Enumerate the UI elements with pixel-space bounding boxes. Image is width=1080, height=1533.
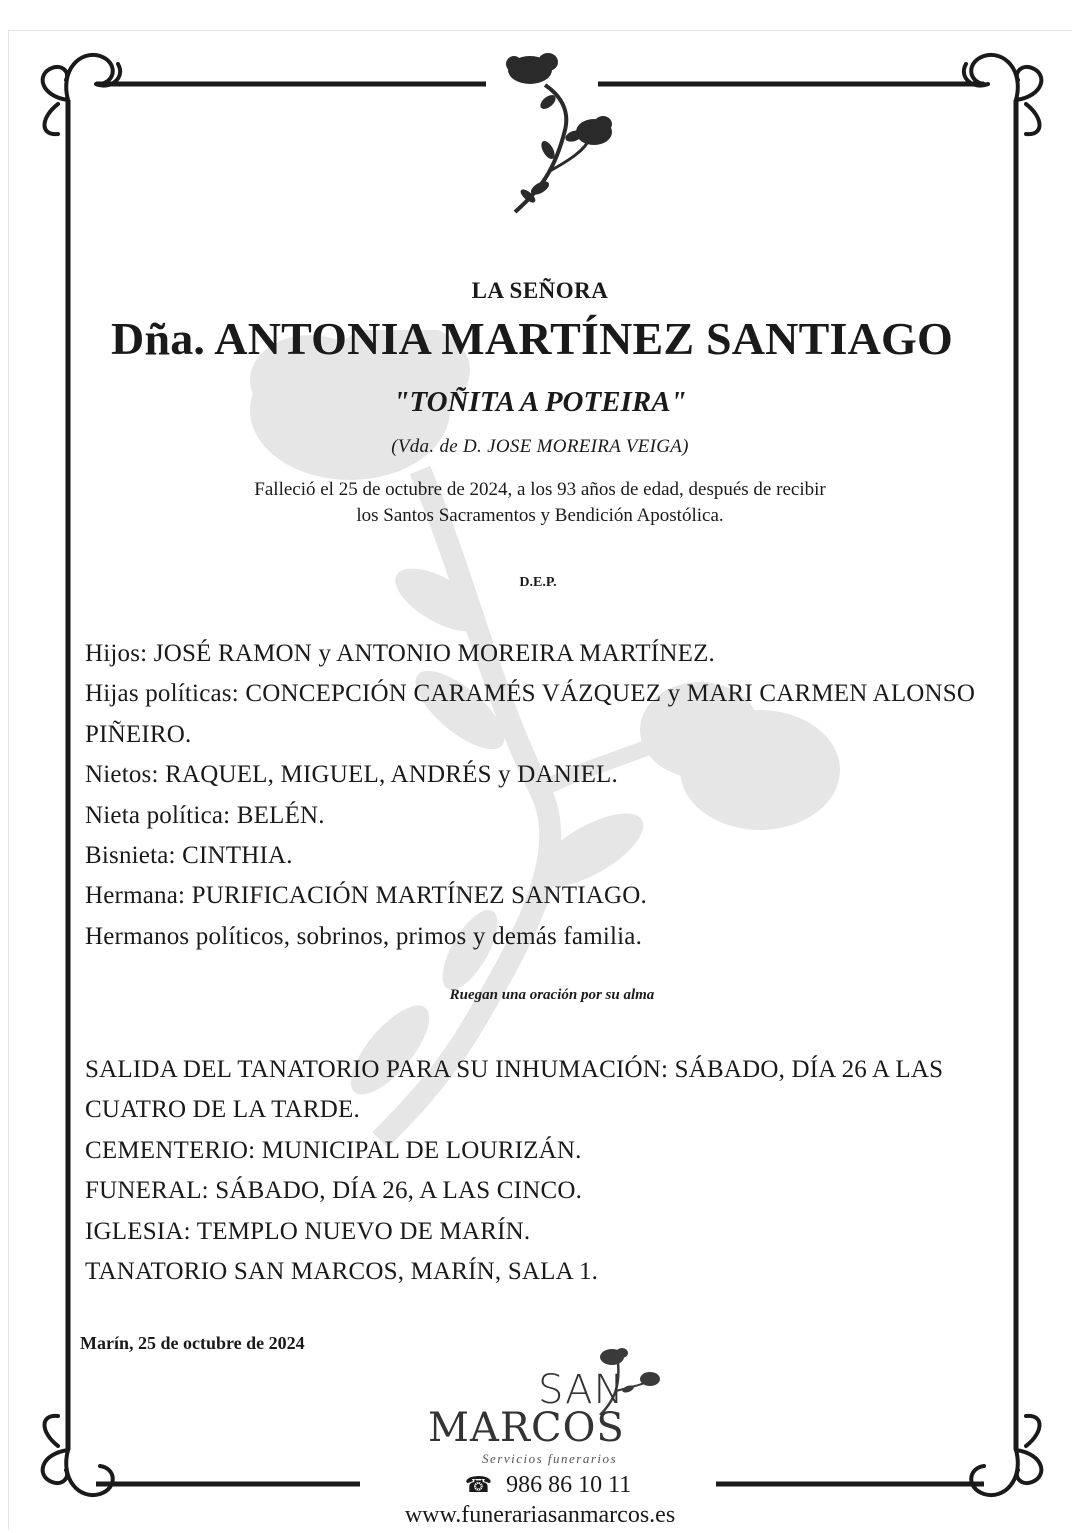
death-line-1: Falleció el 25 de octubre de 2024, a los 93 años de edad, después de recibir (254, 479, 826, 500)
prayer-line: Ruegan una oración por su alma (449, 987, 655, 1003)
list-item: FUNERAL: SÁBADO, DÍA 26, A LAS CINCO. (85, 1177, 583, 1205)
list-item: Nietos: RAQUEL, MIGUEL, ANDRÉS y DANIEL. (85, 761, 618, 789)
family-list (85, 634, 1005, 957)
list-item: Hermanos políticos, sobrinos, primos y demás familia. (85, 922, 643, 950)
list-item: IGLESIA: TEMPLO NUEVO DE MARÍN. (85, 1217, 531, 1245)
phone-number: 986 86 10 11 (506, 1472, 632, 1498)
phone-line (8, 1472, 1080, 1499)
nickname: "TOÑITA A POTEIRA" (393, 386, 687, 418)
deceased-name: Dña. ANTONIA MARTÍNEZ SANTIAGO (111, 313, 953, 364)
top-flower-icon (506, 53, 612, 212)
list-item: Bisnieta: CINTHIA. (85, 842, 293, 870)
dep-label: D.E.P. (519, 575, 557, 590)
death-notice (0, 477, 1080, 529)
list-item: Hermana: PURIFICACIÓN MARTÍNEZ SANTIAGO. (85, 882, 648, 910)
list-item: CEMENTERIO: MUNICIPAL DE LOURIZÁN. (85, 1136, 582, 1164)
service-list (85, 1050, 1005, 1292)
dateline: Marín, 25 de octubre de 2024 (80, 1333, 305, 1353)
logo-san-text: SAN (538, 1367, 625, 1413)
title-label: LA SEÑORA (471, 278, 609, 303)
list-item: Hijas políticas: CONCEPCIÓN CARAMÉS VÁZQUEZ y MARI CARMEN ALONSO PIÑEIRO. (85, 680, 976, 748)
logo-marcos-text: MARCOS (428, 1405, 625, 1451)
san-marcos-logo (420, 1345, 660, 1473)
list-item: SALIDA DEL TANATORIO PARA SU INHUMACIÓN: SÁBADO, DÍA 26 A LAS CUATRO DE LA TARDE. (85, 1056, 944, 1124)
list-item: Hijos: JOSÉ RAMON y ANTONIO MOREIRA MARTÍNEZ. (85, 640, 715, 667)
phone-icon: ☎ (464, 1472, 493, 1497)
widow-of: (Vda. de D. JOSE MOREIRA VEIGA) (391, 436, 689, 457)
website-link[interactable]: www.funerariasanmarcos.es (404, 1502, 676, 1528)
logo-subtitle: Servicios funerarios (482, 1451, 618, 1466)
list-item: Nieta política: BELÉN. (85, 801, 325, 829)
death-line-2: los Santos Sacramentos y Bendición Apostólica. (356, 505, 724, 526)
list-item: TANATORIO SAN MARCOS, MARÍN, SALA 1. (85, 1258, 599, 1286)
